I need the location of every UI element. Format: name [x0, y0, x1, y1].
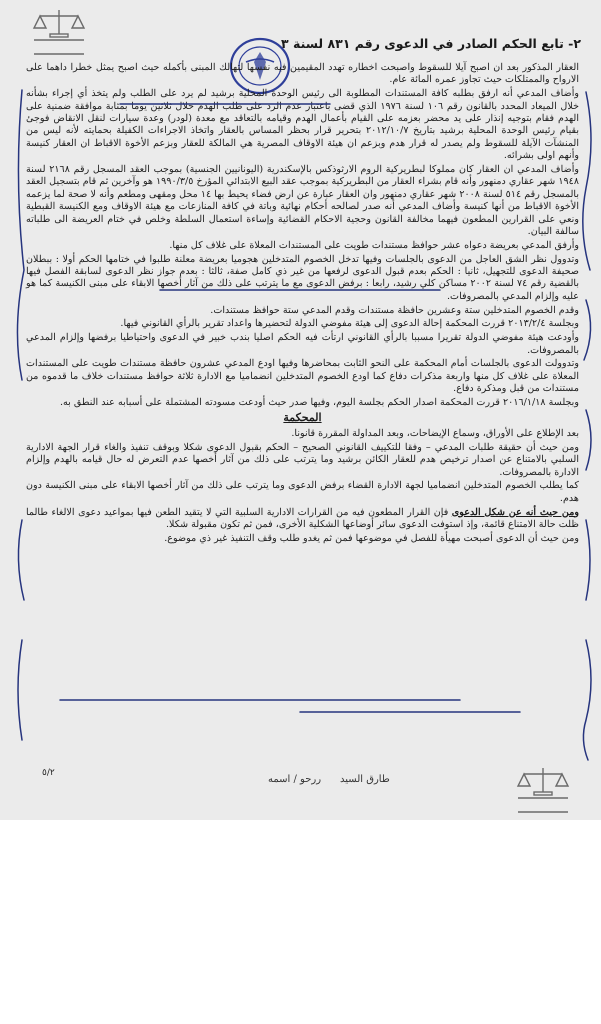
signature-name: طارق السيد	[340, 774, 390, 785]
paragraph: وأضاف المدعي ان العقار كان مملوكا لبطريركية الروم الارثوذكس بالإسكندرية (اليونانيين الجنسية) بموجب العقد المسجل رقم ٢١٦٨ لسنة ١٩٤٨ شهر عقاري دمنهور وأنه قام بشراء العقار من البطريركية بموجب عقد البيع الابتدائي المؤرخ ١٩٩٠/٣/٥ هو وآخرين ثم قام بتسجيل العقد بالمسجل رقم ٥١٤ لسنة ٢٠٠٨ شهر عقاري دمنهور وان العقار عبارة عن ارض فضاء يحيط بها ١٤ محل ومقهى ومطعم وأنه لا صحة لما يزعمه الأخوة الاقباط من أنها كنيسة وأضاف المدعي أنه صدر لصالحه أحكام نهائية وباتة في كافة المنازعات مع هيئة الاوقاف ومع الكنيسة القبطية ونعي على القرارين المطعون فيهما مخالفة القانون وحجية الاحكام القضائية وإساءة استعمال السلطة وخلص في ختام العريضة الى طلباته سالفة البيان.	[26, 164, 580, 238]
page-number: ٥/٢	[42, 768, 55, 778]
form-rest-text: فإن القرار المطعون فيه من القرارات الادارية السلبية التي لا يتقيد الطعن فيها بمواعيد دعوى الالغاء طالما ظلت حالة الامتناع قائمة، وإذ استوفت الدعوى سائر أوضاعها الشكلية الأخرى، فمن ثم تكون مقبولة شكلا.	[26, 506, 579, 530]
paragraph: وبجلسة ٢٠١٦/١/١٨ قررت المحكمة اصدار الحكم بجلسة اليوم، وفيها صدر حيث أودعت مسودته المشتملة على أسبابه عند النطق به.	[59, 397, 579, 409]
reasoning-paragraph: كما يطلب الخصوم المتدخلين انضماميا لجهة الادارة القضاء برفض الدعوى وما يترتب على ذلك من آثار أخصها الابقاء على مبنى الكنيسة دون هدم.	[26, 480, 579, 504]
paragraph: وأضاف المدعي أنه ارفق بطلبه كافة المستندات المطلوبة الى رئيس الوحدة المحلية برشيد لم يرد على الطلب ولم يتخذ أي إجراء بشأنه خلال الميعاد المحدد بالقانون رقم ١٠٦ لسنة ١٩٧٦ الذي قضى باعتبار عدم الرد على طلب الهدم خلال ثلاثين يوما بمثابة موافقة ضمنية على الهدم فقام بتوجيه إنذار على يد محضر بعزمه على القيام بأعمال الهدم وقيامه بالتعاقد مع معدة (لودر) وعدة سيارات لنقل الانقاض فوجئ بقيام رئيس الوحدة المحلية برشيد بتاريخ ٢٠١٢/١٠/٧ بتحرير قرار بحظر المساس بالعقار واتخاذ الاجراءات الكفيلة بحمايته لأنه ليس من المنشآت الآيلة للسقوط ولم يصدر له قرار هدم وبزعم ان هيئة الاوقاف المصرية هي المالكة للعقار وبزعم الأخوة الاقباط ان العقار كنيسة وأنهم اولى بشرائه.	[26, 88, 580, 162]
reasoning-paragraph: ومن حيث أن حقيقة طلبات المدعي – وفقا للتكييف القانوني الصحيح – الحكم بقبول الدعوى شكلا وبوقف تنفيذ والغاء قرار الجهة الادارية السلبي بالامتناع عن اصدار ترخيص هدم للعقار الكائن برشيد وما يترتب على ذلك من آثار أخصها عدم التعرض له حال قيامه بالهدم وإلزام الادارة بالمصروفات.	[26, 441, 579, 478]
paragraph: وتدوولت الدعوى بالجلسات أمام المحكمة على النحو الثابت بمحاضرها وفيها اودع المدعي عشرون حافظة مستندات طويت على المستندات المعلاة على غلاف كل منها واربعة مذكرات دفاع كما اودع الخصوم المتدخلين انضماميا مع الادارة ثلاثة حوافظ مستندات خلاف ما قدموه من مستندات من قبل ومذكرة دفاع.	[26, 358, 579, 395]
form-lead-text: ومن حيث أنه عن شكل الدعوى	[451, 506, 579, 518]
paragraph: وأودعت هيئة مفوضي الدولة تقريرا مسببا بالرأي القانوني ارتأت فيه الحكم اصليا بندب خبير في الدعوى واحتياطيا برفضها وإلزام المدعي بالمصروفات.	[26, 332, 579, 356]
paragraph: وقدم الخصوم المتدخلين ستة وعشرين حافظة مستندات وقدم المدعي ستة حوافظ مستندات.	[210, 304, 579, 316]
blank-area	[0, 820, 601, 1024]
state-council-logo	[28, 4, 90, 60]
closing-paragraph: ومن حيث أن الدعوى أصبحت مهيأة للفصل في موضوعها فمن ثم يغدو طلب وقف التنفيذ غير ذي موضوع.	[164, 532, 579, 544]
document-body	[26, 62, 579, 547]
handwritten-initials: ررحو / اسمه	[268, 774, 322, 785]
state-council-logo	[512, 762, 574, 818]
paragraph: وتدوول نظر الشق العاجل من الدعوى بالجلسات وفيها تدخل الخصوم المتدخلين هجوميا بعريضة معلنة طلبوا في ختامها الحكم أولا : ببطلان صحيفة الدعوى للتجهيل، ثانيا : الحكم بعدم قبول الدعوى لرفعها من غير ذي كامل صفة، ثالثا : بعدم جواز نظر الدعوى لسابقة الفصل فيها بالقضية رقم ٧٤ لسنة ٢٠٠٢ مساكن كلي رشيد، رابعا : برفض الدعوى مع ما يترتب على ذلك من آثار أخصها الابقاء على مبنى الكنيسة كما هو عليه وإلزام المدعي بالمصروفات.	[26, 253, 579, 302]
reasoning-paragraph: بعد الإطلاع على الأوراق، وسماع الإيضاحات، وبعد المداولة المقررة قانونا.	[291, 427, 579, 439]
form-paragraph	[26, 507, 579, 532]
page-header-title: ٢- تابع الحكم الصادر في الدعوى رقم ٨٣١ لسنة ٣	[281, 36, 581, 51]
paragraph: وبجلسة ٢٠١٣/٢/٤ قررت المحكمة إحالة الدعوى إلى هيئة مفوضي الدولة لتحضيرها واعداد تقرير بالرأي القانوني فيها.	[120, 318, 579, 330]
paragraph: وأرفق المدعي بعريضة دعواه عشر حوافظ مستندات طويت على المستندات المعلاة على غلاف كل منها.	[169, 239, 579, 251]
court-section-heading: المحكمة	[283, 411, 322, 425]
paragraph: العقار المذكور بعد ان اصبح آيلا للسقوط واصبحت اخطاره تهدد المقيمين فيه نفسها لتهالك المبنى بأكمله حيث اصبح يمثل خطرا داهما على الارواح والممتلكات حيث تجاوز عمره المائة عام.	[26, 62, 579, 86]
